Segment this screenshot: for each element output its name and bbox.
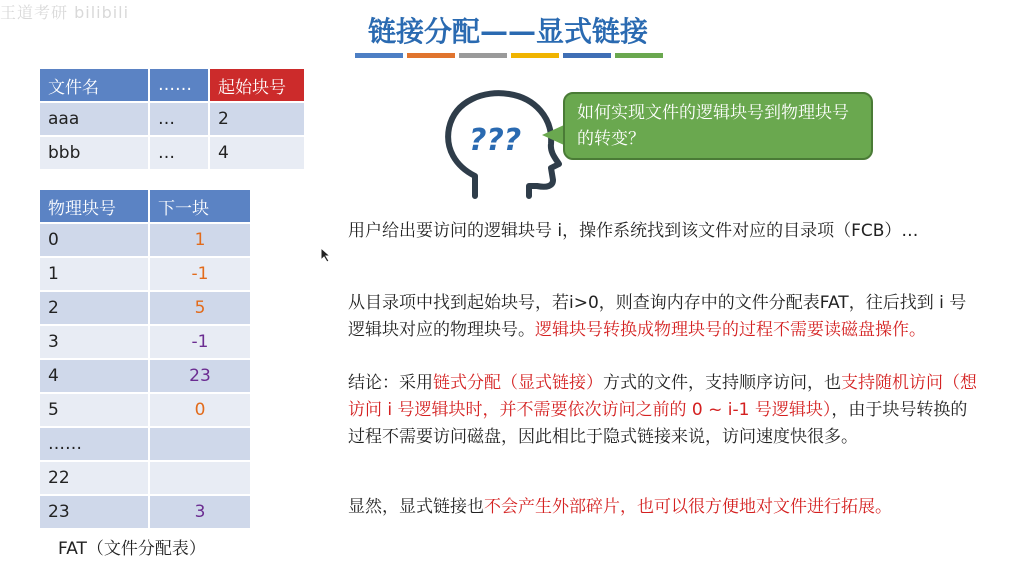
- table-row: [39, 359, 251, 393]
- obviously-highlight: 不会产生外部碎片，也可以很方便地对文件进行拓展。: [484, 497, 892, 517]
- fat-next: 3: [149, 495, 251, 529]
- title-bar-5: [563, 53, 611, 58]
- table-row: [39, 325, 251, 359]
- obviously-text: 显然，显式链接也: [348, 497, 484, 517]
- fat-table: [38, 188, 252, 530]
- dir-cell: bbb: [39, 136, 149, 170]
- fat-caption: FAT（文件分配表）: [58, 539, 206, 559]
- table-row: [39, 461, 251, 495]
- paragraph-obviously: [348, 494, 978, 521]
- fat-next: 1: [149, 223, 251, 257]
- table-row: [39, 257, 251, 291]
- directory-table: [38, 67, 306, 171]
- table-row: [39, 223, 251, 257]
- table-row: [39, 393, 251, 427]
- fat-block: 22: [39, 461, 149, 495]
- fat-block: 0: [39, 223, 149, 257]
- paragraph-lookup: [348, 290, 978, 344]
- lookup-highlight: 逻辑块号转换成物理块号的过程不需要读磁盘操作。: [535, 320, 926, 340]
- fat-block: ……: [39, 427, 149, 461]
- conclusion-text-3: ，由于块号转换的过程不需要访问磁盘，因此相比于隐式链接来说，访问速度快很多。: [348, 400, 968, 447]
- conclusion-text-2: 方式的文件，支持顺序访问，也: [603, 373, 841, 393]
- dir-header-filename: 文件名: [39, 68, 149, 102]
- fat-header-physical-block: 物理块号: [39, 189, 149, 223]
- svg-text:???: ???: [469, 123, 522, 158]
- table-row: [39, 136, 305, 170]
- table-row: [39, 427, 251, 461]
- fat-next: 5: [149, 291, 251, 325]
- fat-next: -1: [149, 257, 251, 291]
- bubble-tail: [542, 125, 564, 145]
- title-bar-1: [355, 53, 403, 58]
- conclusion-text-1: 结论：采用: [348, 373, 433, 393]
- slide-title: 链接分配——显式链接: [367, 15, 648, 48]
- dir-cell: …: [149, 102, 209, 136]
- paragraph-conclusion: [348, 370, 978, 451]
- title-bar-3: [459, 53, 507, 58]
- dir-cell: 4: [209, 136, 305, 170]
- title-bar-4: [511, 53, 559, 58]
- lookup-text: 从目录项中找到起始块号，若i>0，则查询内存中的文件分配表FAT，往后找到 i 号逻辑块对应的物理块号。: [348, 293, 967, 340]
- fat-block: 4: [39, 359, 149, 393]
- fat-block: 3: [39, 325, 149, 359]
- table-row: [39, 102, 305, 136]
- conclusion-highlight-1: 链式分配（显式链接）: [433, 373, 603, 393]
- title-bar-2: [407, 53, 455, 58]
- fat-block: 1: [39, 257, 149, 291]
- fat-next: -1: [149, 325, 251, 359]
- dir-header-start-block: 起始块号: [209, 68, 305, 102]
- dir-header-ellipsis: ……: [149, 68, 209, 102]
- fat-block: 5: [39, 393, 149, 427]
- fat-next: [149, 461, 251, 495]
- fat-next: 23: [149, 359, 251, 393]
- dir-cell: aaa: [39, 102, 149, 136]
- fat-next: [149, 427, 251, 461]
- paragraph-user-request: 用户给出要访问的逻辑块号 i，操作系统找到该文件对应的目录项（FCB）…: [348, 221, 919, 241]
- dir-cell: …: [149, 136, 209, 170]
- fat-block: 2: [39, 291, 149, 325]
- fat-next: 0: [149, 393, 251, 427]
- title-underline-bars: [355, 53, 663, 58]
- conclusion-highlight-2: 支持随机访问（想访问 i 号逻辑块时，并不需要依次访问之前的 0 ~ i-1 号逻辑块）: [348, 373, 977, 420]
- title-bar-6: [615, 53, 663, 58]
- fat-block: 23: [39, 495, 149, 529]
- watermark: 王道考研 bilibili: [0, 3, 130, 22]
- fat-header-next-block: 下一块: [149, 189, 251, 223]
- question-bubble: 如何实现文件的逻辑块号到物理块号的转变？: [563, 92, 873, 160]
- table-row: [39, 291, 251, 325]
- dir-cell: 2: [209, 102, 305, 136]
- table-row: [39, 495, 251, 529]
- mouse-cursor-icon: [320, 247, 332, 263]
